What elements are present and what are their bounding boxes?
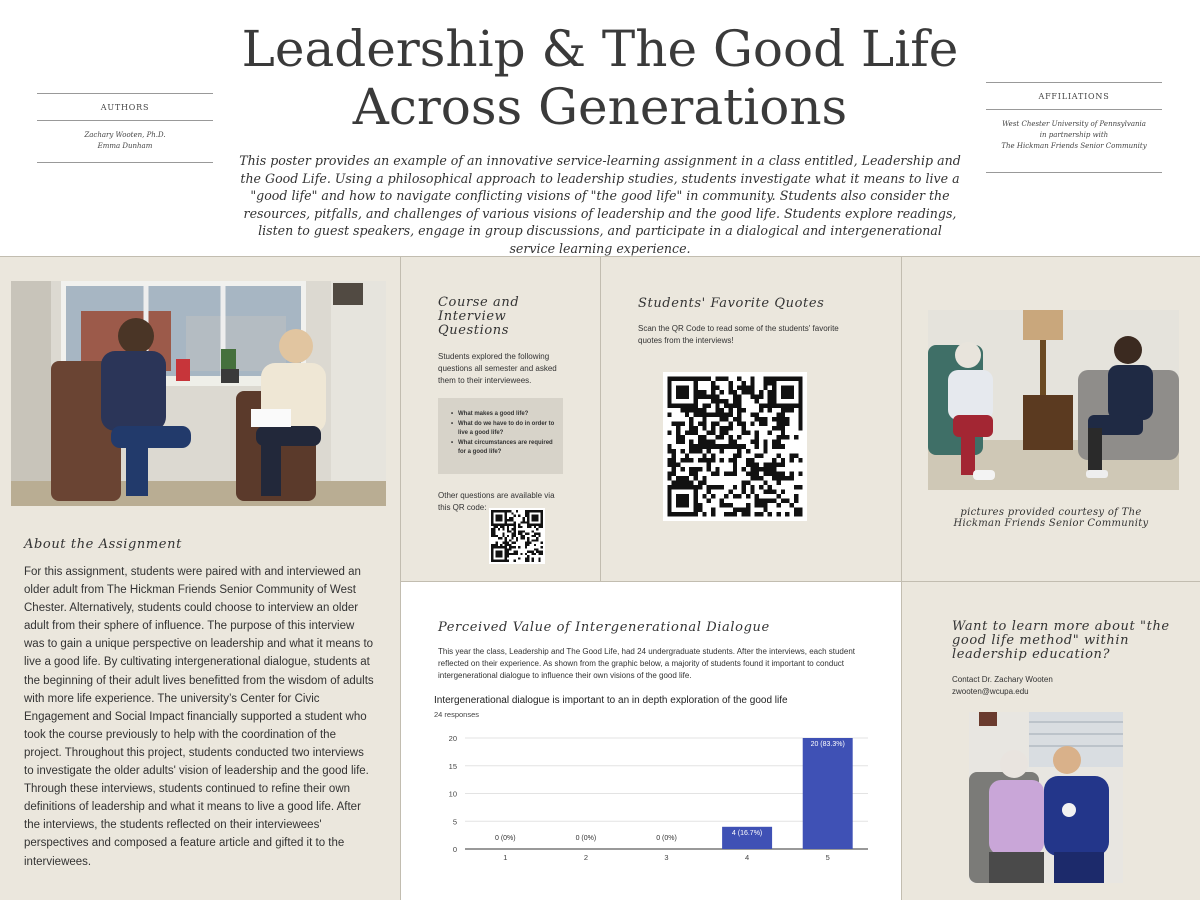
question-item-1: • What makes a good life? (458, 410, 555, 420)
questions-heading-line-2: Interview (438, 309, 507, 324)
questions-qr-code[interactable] (489, 508, 545, 564)
question-item-2: • What do we have to do in order to live a good life? (458, 420, 555, 439)
questions-heading (438, 296, 519, 338)
affiliation-line-1: West Chester University of Pennsylvania (1002, 120, 1146, 128)
chart-subtitle: 24 responses (434, 710, 480, 719)
authors-box (37, 93, 213, 163)
title-line-1: Leadership & The Good Life (241, 20, 959, 78)
affiliation-line-2: in partnership with (1039, 131, 1109, 139)
interview-photo-1 (11, 281, 386, 506)
question-item-3: • What circumstances are required for a good life? (458, 439, 555, 458)
poster-header (0, 0, 1200, 257)
questions-footer: Other questions are available via this QR code: (438, 491, 555, 512)
chart-xtick-label: 5 (825, 853, 830, 862)
chart-ytick-label: 10 (448, 789, 457, 799)
assignment-body: For this assignment, students were paired with and interviewed an older adult from The Hickman Friends Senior Community of West Chester. Alternatively, students could choose to interview an older adult from their sphere of influence. The purpose of this interview was to gain a unique perspective on leadership and what it means to live a good life. By cultivating intergenerational dialogue, students at the beginning of their adult lives benefitted from the wisdom of adults with more life experience. The university’s Center for Civic Engagement and Social Impact financially supported a student who took the course previously to help with the coordination of the project. Throughout this project, students conducted two interviews to investigate the older adults' vision of leadership and the good life. Through these interviews, students continued to refine their own definitions of leadership and what it means to live a good life. After the interviews, the students reflected on their interviewees' perspectives and composed a feature article and gifted it to the interviewees. (24, 566, 374, 868)
poster-intro: This poster provides an example of an innovative service-learning assignment in a class entitled, Leadership and the Good Life. Using a philosophical approach to leadership studies, students investigate what it means to live a "good life" and how to navigate conflicting visions of "the good life" in community. Students also consider the resources, pitfalls, and challenges of various visions of leadership and the good life. Students explore readings, listen to guest speakers, engage in group discussions, and participate in a dialogical and intergenerational service learning experience. (239, 153, 961, 256)
learn-more-heading-line-2: good life method" within (952, 633, 1130, 648)
chart-data-label: 0 (0%) (494, 835, 516, 842)
chart-xtick-label: 1 (503, 853, 508, 862)
authors-names (37, 121, 213, 162)
bar-chart (430, 728, 880, 868)
divider-h-mid (401, 581, 1200, 582)
interview-photo-3 (969, 712, 1123, 883)
dialogue-heading: Perceived Value of Intergenerational Dialogue (438, 620, 770, 635)
learn-more-heading-line-3: leadership education? (952, 647, 1111, 662)
author-name-2: Emma Dunham (97, 142, 153, 150)
author-name-1: Zachary Wooten, Ph.D. (84, 131, 166, 139)
dialogue-body: This year the class, Leadership and The Good Life, had 24 undergraduate students. After the interviews, each student reflected on their experience. As shown from the graphic below, a majority of students found it important to conduct intergenerational dialogue to influence their own visions of the good life. (438, 647, 856, 680)
photo-credit-line-1: pictures provided courtesy of The (960, 507, 1142, 518)
authors-rule-bottom (37, 162, 213, 163)
learn-more-heading-line-1: Want to learn more about "the (952, 619, 1170, 634)
affiliations-heading: AFFILIATIONS (1038, 92, 1110, 101)
chart-xtick-label: 4 (745, 853, 750, 862)
chart-ytick-label: 20 (448, 734, 457, 743)
affiliations-box (986, 82, 1162, 173)
contact-name: Contact Dr. Zachary Wooten (952, 675, 1053, 684)
chart-bar (803, 738, 853, 849)
learn-more-contact (952, 674, 1152, 698)
photo-credit (902, 507, 1200, 529)
photo-credit-line-2: Hickman Friends Senior Community (953, 518, 1149, 529)
chart-title: Intergenerational dialogue is important to an in depth exploration of the good life (434, 695, 788, 706)
divider-v3 (901, 257, 902, 900)
chart-xtick-label: 3 (664, 853, 669, 862)
questions-list (438, 398, 563, 458)
title-line-2: Across Generations (352, 78, 848, 136)
learn-more-heading (952, 620, 1170, 662)
chart-data-label: 4 (16.7%) (731, 829, 763, 837)
contact-email[interactable]: zwooten@wcupa.edu (952, 687, 1029, 696)
divider-v2 (600, 257, 601, 582)
assignment-heading: About the Assignment (24, 537, 182, 552)
chart-ytick-label: 0 (452, 845, 457, 854)
quotes-qr-code[interactable] (663, 372, 807, 521)
quotes-heading: Students' Favorite Quotes (638, 296, 825, 311)
chart-xtick-label: 2 (583, 853, 588, 862)
questions-heading-line-1: Course and (438, 295, 520, 310)
chart-ytick-label: 5 (452, 817, 457, 827)
chart-data-label: 0 (0%) (656, 835, 677, 842)
interview-photo-2 (928, 310, 1179, 490)
questions-bullet-box (438, 398, 563, 474)
affiliations-lines (986, 110, 1162, 172)
affiliations-rule-bottom (986, 172, 1162, 173)
questions-intro: Students explored the following questions all semester and asked them to their interviewees. (438, 352, 557, 385)
quotes-body: Scan the QR Code to read some of the students' favorite quotes from the interviews! (638, 324, 839, 345)
questions-heading-line-3: Questions (438, 323, 510, 338)
chart-ytick-label: 15 (448, 761, 457, 771)
divider-v1 (400, 257, 401, 900)
chart-data-label: 20 (83.3%) (810, 741, 845, 748)
chart-data-label: 0 (0%) (575, 835, 597, 842)
poster-title (200, 20, 1000, 136)
affiliation-line-3: The Hickman Friends Senior Community (1001, 142, 1147, 150)
authors-heading: AUTHORS (100, 103, 150, 112)
